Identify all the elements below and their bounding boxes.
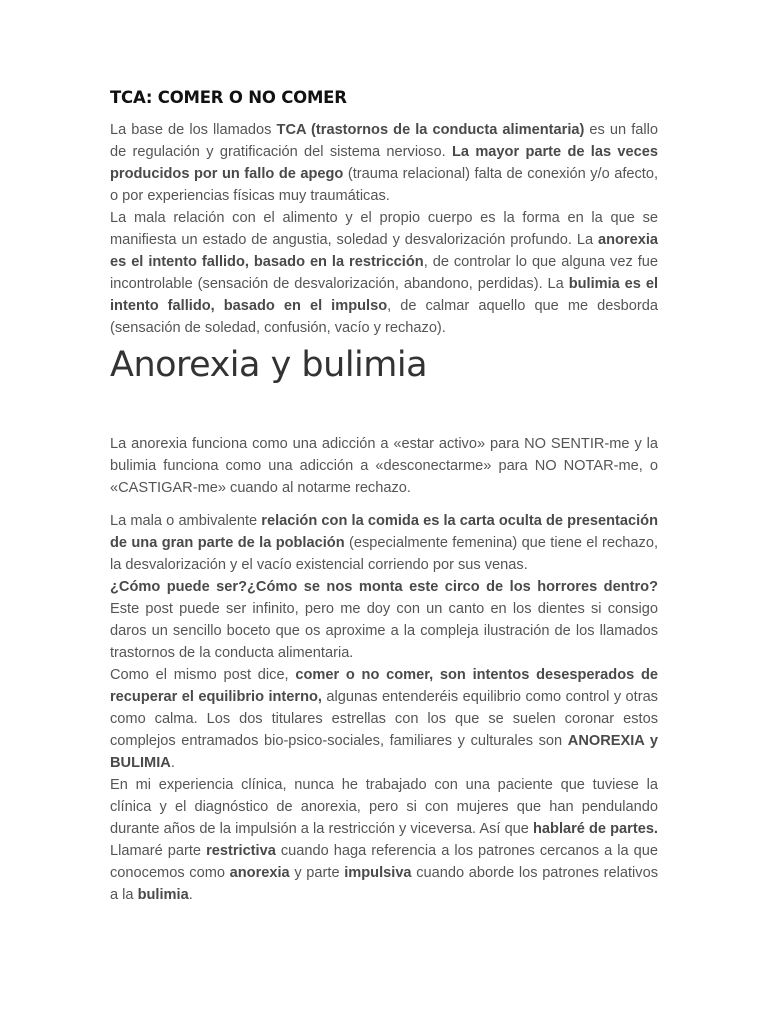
section-heading: Anorexia y bulimia xyxy=(110,345,428,385)
bold-text: TCA (trastornos de la conducta alimentaria) xyxy=(276,122,585,138)
text: En mi experiencia clínica, nunca he trabajado con una paciente que tuviese la clínica y el diagnóstico de anorexia, pero si con mujeres que han pendulando durante años de la impulsión a la restricción y viceversa. Así que xyxy=(110,777,658,837)
bold-text: ¿Cómo puede ser?¿Cómo se nos monta este circo de los horrores dentro? xyxy=(110,579,658,595)
text: cuando aborde los patrones relativos a la xyxy=(110,865,658,903)
bold-text: ANOREXIA y BULIMIA xyxy=(110,733,658,771)
text: Como el mismo post dice, xyxy=(110,667,296,683)
bold-text: hablaré de partes. xyxy=(533,821,658,837)
bold-text: impulsiva xyxy=(344,865,412,881)
bold-text: La mayor parte de las veces producidos por un fallo de apego xyxy=(110,144,658,182)
document-title: TCA: COMER O NO COMER xyxy=(110,88,347,107)
text: . xyxy=(188,887,193,903)
paragraph-intro xyxy=(110,119,658,207)
text: cuando haga referencia a los patrones cercanos a la que conocemos como xyxy=(110,843,658,881)
document-page xyxy=(110,86,658,906)
text: La base de los llamados xyxy=(110,122,277,138)
text: (trauma relacional) falta de conexión y/o afecto, o por experiencias físicas muy traumáticas. xyxy=(110,166,659,204)
text: Llamaré parte xyxy=(110,843,207,859)
paragraph-relation xyxy=(110,207,658,339)
paragraph-ambivalent xyxy=(110,510,658,576)
bold-text: comer o no comer, son intentos desesperados de recuperar el equilibrio interno, xyxy=(110,667,658,705)
bold-text: restrictiva xyxy=(206,843,276,859)
text: y parte xyxy=(289,865,345,881)
text: , de calmar aquello que me desborda (sensación de soledad, confusión, vacío y rechazo). xyxy=(110,298,659,336)
text: algunas entenderéis equilibrio como control y otras como calma. Los dos titulares estrellas con los que se suelen coronar estos complejos entramados bio-psico-sociales, familiares y culturales son xyxy=(110,689,658,749)
text: . xyxy=(170,755,175,771)
bold-text: bulimia xyxy=(137,887,189,903)
text: Este post puede ser infinito, pero me doy con un canto en los dientes si consigo daros un sencillo boceto que os aproxime a la compleja ilustración de los llamados trastornos de la conducta alimentaria. xyxy=(110,601,658,661)
text: , de controlar lo que alguna vez fue incontrolable (sensación de desvalorización, abandono, perdidas). La xyxy=(110,254,658,292)
paragraph-balance xyxy=(110,664,658,774)
text: (especialmente femenina) que tiene el rechazo, la desvalorización y el vacío existencial corriendo por sus venas. xyxy=(110,535,658,573)
text: La mala o ambivalente xyxy=(110,513,262,529)
bold-text: anorexia xyxy=(229,865,290,881)
paragraph-addiction: La anorexia funciona como una adicción a «estar activo» para NO SENTIR-me y la bulimia funciona como una adicción a «desconectarme» para NO NOTAR-me, o «CASTIGAR-me» cuando al notarme rechazo. xyxy=(110,436,658,496)
bold-text: bulimia es el intento fallido, basado en el impulso xyxy=(110,276,658,314)
paragraph-experience xyxy=(110,774,658,906)
text: es un fallo de regulación y gratificación del sistema nervioso. xyxy=(110,122,658,160)
paragraph-question xyxy=(110,576,658,664)
bold-text: anorexia es el intento fallido, basado en la restricción xyxy=(110,232,658,270)
text: La mala relación con el alimento y el propio cuerpo es la forma en la que se manifiesta un estado de angustia, soledad y desvalorización profundo. La xyxy=(110,210,658,248)
bold-text: relación con la comida es la carta oculta de presentación de una gran parte de la población xyxy=(110,513,658,551)
